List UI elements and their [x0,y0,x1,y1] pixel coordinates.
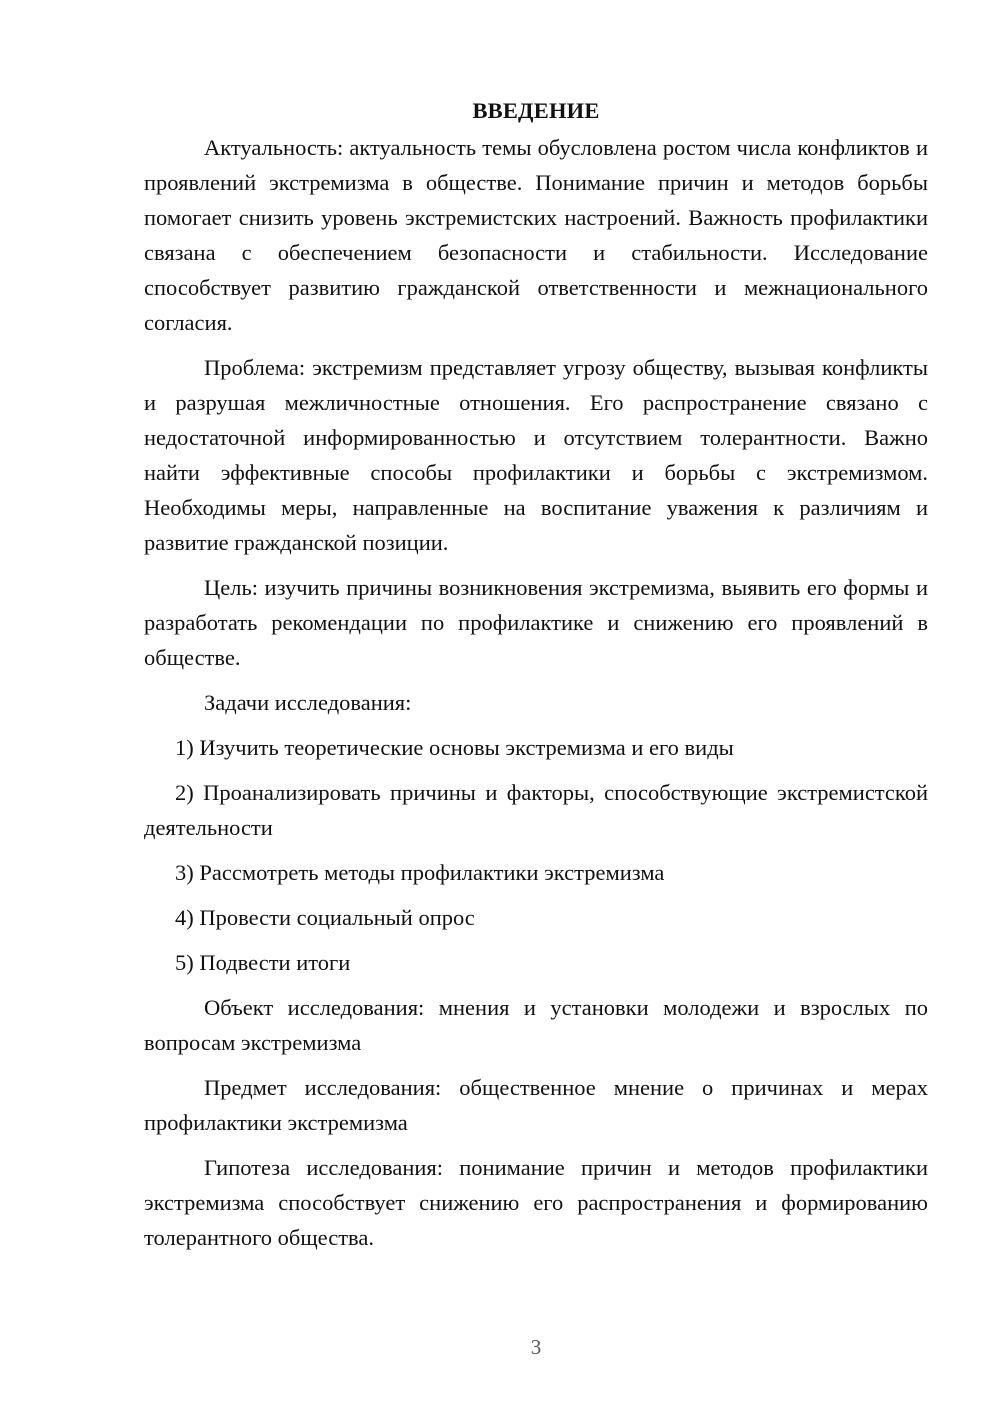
problem-paragraph: Проблема: экстремизм представляет угрозу обществу, вызывая конфликты и разрушая межличностные отношения. Его распространение связано с недостаточной информированностью и отсутствием толерантности. Важно найти эффективные способы профилактики и борьбы с экстремизмом. Необходимы меры, направленные на воспитание уважения к различиям и развитие гражданской позиции. [144,355,928,555]
task-item: 4) Провести социальный опрос [175,905,475,930]
research-hypothesis-paragraph: Гипотеза исследования: понимание причин и методов профилактики экстремизма способствует снижению его распространения и формированию толерантного общества. [144,1155,928,1250]
task-item: 5) Подвести итоги [175,950,351,975]
page-content [144,93,928,1255]
goal-paragraph: Цель: изучить причины возникновения экстремизма, выявить его формы и разработать рекомендации по профилактике и снижению его проявлений в обществе. [144,575,928,670]
tasks-heading: Задачи исследования: [204,690,412,715]
task-item: 1) Изучить теоретические основы экстремизма и его виды [175,735,734,760]
task-item: 3) Рассмотреть методы профилактики экстремизма [175,860,665,885]
page-title: ВВЕДЕНИЕ [472,98,600,123]
research-subject-paragraph: Предмет исследования: общественное мнение о причинах и мерах профилактики экстремизма [144,1075,928,1135]
page-number: 3 [530,1335,542,1359]
relevance-paragraph: Актуальность: актуальность темы обусловлена ростом числа конфликтов и проявлений экстремизма в обществе. Понимание причин и методов борьбы помогает снизить уровень экстремистских настроений. Важность профилактики связана с обеспечением безопасности и стабильности. Исследование способствует развитию гражданской ответственности и межнационального согласия. [144,135,928,335]
research-object-paragraph: Объект исследования: мнения и установки молодежи и взрослых по вопросам экстремизма [144,995,928,1055]
task-item: 2) Проанализировать причины и факторы, способствующие экстремистской деятельности [144,780,928,840]
